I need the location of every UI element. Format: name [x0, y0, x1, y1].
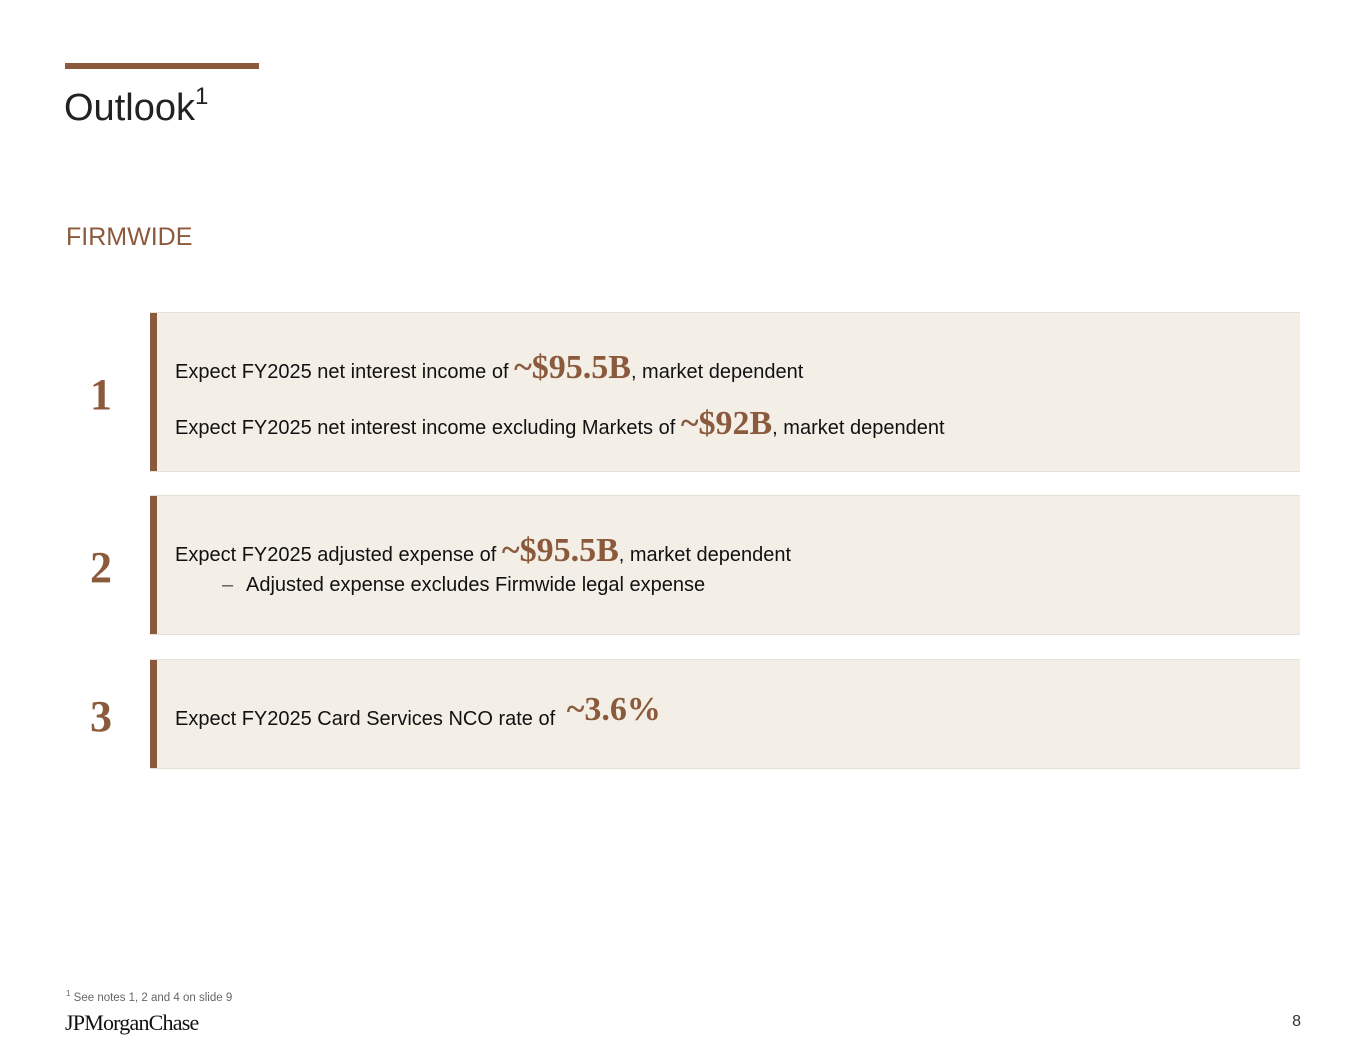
item-2-line-1-prefix: Expect FY2025 adjusted expense of [175, 544, 502, 566]
item-1-line-2-suffix: , market dependent [772, 417, 945, 439]
item-accent-bar [150, 660, 157, 768]
title-footnote-ref: 1 [194, 83, 209, 111]
item-number-3: 3 [90, 692, 112, 741]
item-accent-bar [150, 313, 157, 471]
item-accent-bar [150, 496, 157, 634]
item-3-line-1 [175, 691, 661, 732]
item-number-1: 1 [90, 370, 112, 419]
item-1-line-1-suffix: , market dependent [630, 361, 804, 383]
item-2-sub-bullet [222, 572, 705, 598]
section-label: FIRMWIDE [66, 223, 193, 251]
dash-bullet: – [222, 574, 234, 596]
item-3-line-1-prefix: Expect FY2025 Card Services NCO rate of [175, 708, 561, 730]
title-accent-rule [65, 63, 259, 69]
item-1-line-1-prefix: Expect FY2025 net interest income of [175, 361, 515, 383]
outlook-item-3 [150, 659, 1300, 769]
outlook-item-1 [150, 312, 1300, 472]
footnote-text: See notes 1, 2 and 4 on slide 9 [73, 992, 233, 1004]
item-2-line-1 [175, 532, 792, 569]
page-title-text: Outlook [64, 87, 195, 129]
item-number-2: 2 [90, 543, 112, 592]
item-1-line-2 [175, 405, 945, 442]
item-1-line-2-highlight: ~$92B [680, 405, 773, 442]
item-1-line-1-highlight: ~$95.5B [514, 349, 631, 386]
outlook-item-2 [150, 495, 1300, 635]
footnote [66, 991, 232, 1005]
page-number: 8 [1292, 1013, 1301, 1030]
item-1-line-2-prefix: Expect FY2025 net interest income excluding Markets of [175, 417, 681, 439]
item-2-line-1-highlight: ~$95.5B [501, 532, 619, 569]
item-1-line-1 [175, 349, 804, 386]
item-2-sub-bullet-text: Adjusted expense excludes Firmwide legal expense [246, 574, 706, 596]
footnote-marker: 1 [66, 989, 71, 999]
company-logo: JPMorganChase [65, 1010, 199, 1035]
item-3-line-1-highlight: ~3.6% [566, 691, 661, 728]
page-title [64, 85, 208, 131]
item-2-line-1-suffix: , market dependent [618, 544, 792, 566]
